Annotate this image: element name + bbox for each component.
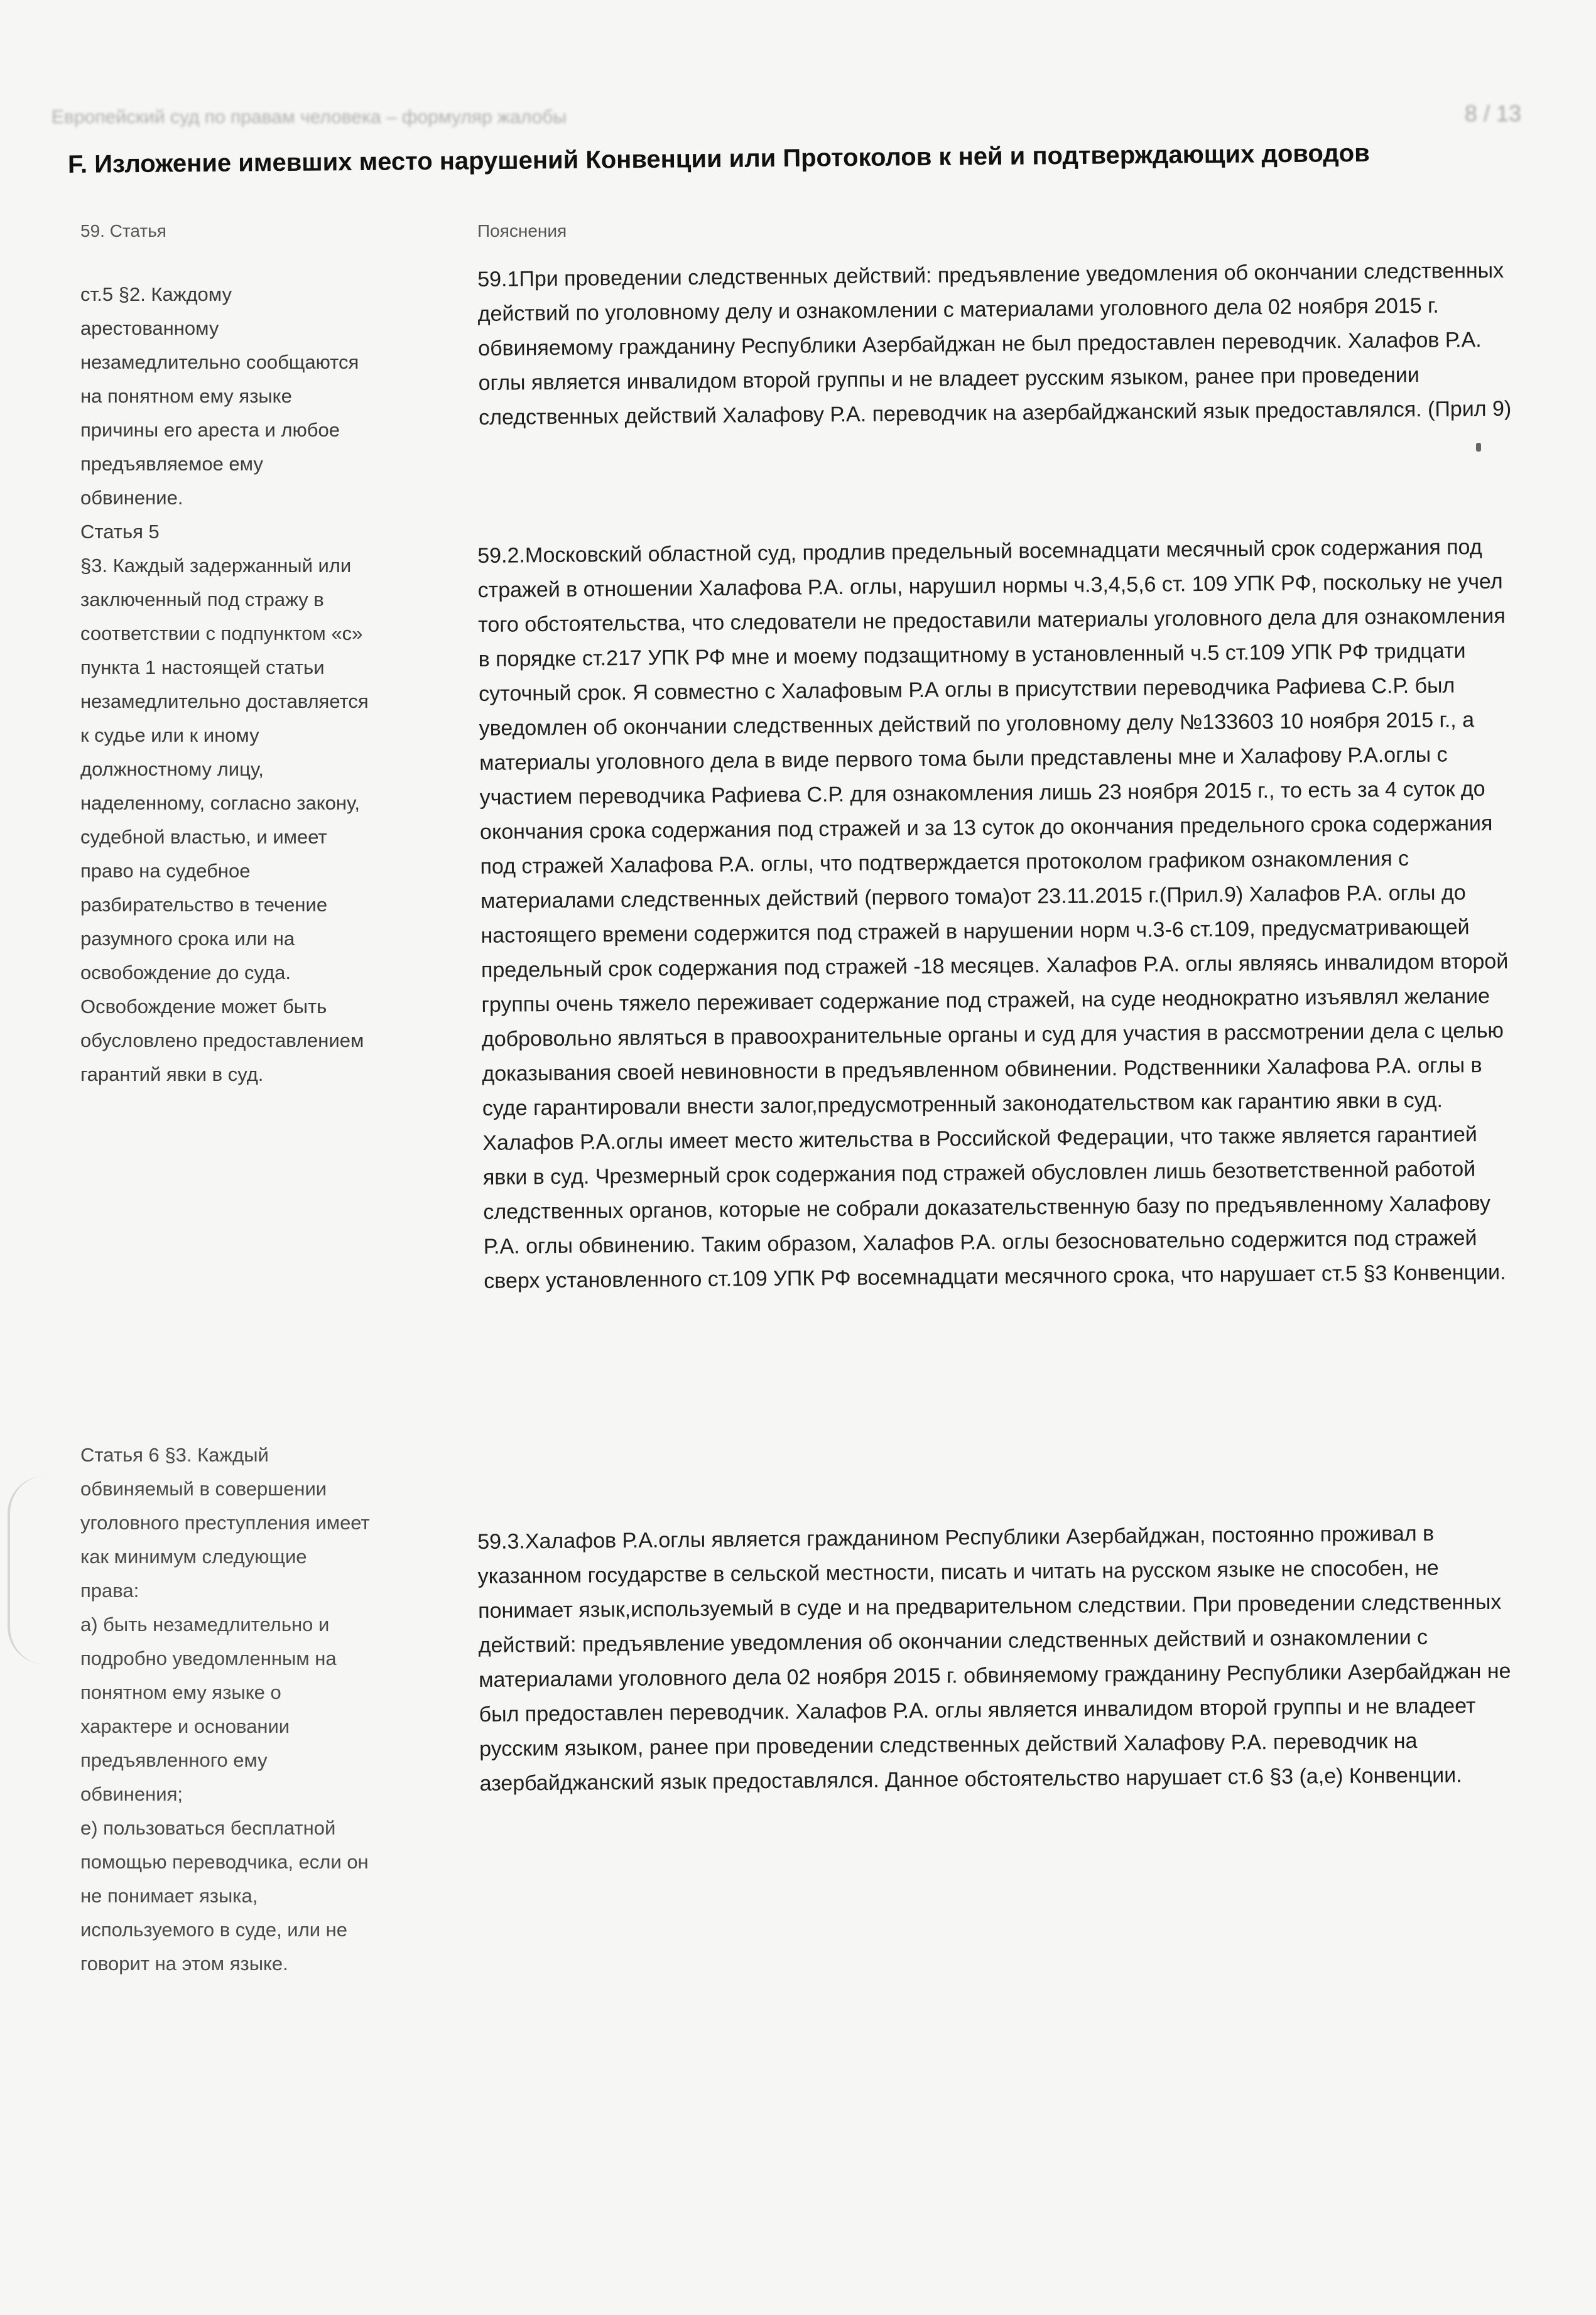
explanation-paragraph: 59.1При проведении следственных действий: предъявление уведомления об окончании следственных действий по уголовному делу и ознакомлении с материалами уголовного дела 02 ноября 2015 г. обвиняемому гражданину Республики Азербайджан не был предоставлен переводчик. Халафов Р.А. оглы является инвалидом второй группы и не владеет русским языком, ранее при проведении следственных действий Халафову Р.А. переводчик на азербайджанский язык предоставлялся. (Прил 9) <box>477 258 1512 430</box>
explanation-59-3 <box>477 1516 1523 1801</box>
page-header <box>52 100 1546 138</box>
explanation-59-2 <box>477 530 1526 1299</box>
column-heading-article: 59. Статья <box>80 221 166 241</box>
header-caption: Европейский суд по правам человека – формуляр жалобы <box>52 107 567 127</box>
scan-speck <box>1476 443 1481 452</box>
section-title: F. Изложение имевших место нарушений Конвенции или Протоколов к ней и подтверждающих доводов <box>67 139 1370 178</box>
explanation-paragraph: 59.2.Московский областной суд, продлив предельный восемнадцати месячный срок содержания под стражей в отношении Халафова Р.А. оглы, нарушил нормы ч.3,4,5,6 ст. 109 УПК РФ, поскольку не учел того обстоятельства, что следователи не предоставили материалы уголовного дела для ознакомления в порядке ст.217 УПК РФ мне и моему подзащитному в установленный ч.5 ст.109 УПК РФ тридцати суточный срок. Я совместно с Халафовым Р.А оглы в присутствии переводчика Рафиева С.Р. был уведомлен об окончании следственных действий по уголовному делу №133603 10 ноября 2015 г., а материалы уголовного дела в виде первого тома были представлены мне и Халафову Р.А.оглы с участием переводчика Рафиева С.Р. для ознакомления лишь 23 ноября 2015 г., то есть за 4 суток до окончания срока содержания под стражей и за 13 суток до окончания предельного срока содержания под стражей Халафова Р.А. оглы, что подтверждается протоколом графиком ознакомления с материалами следственных действий (первого тома)от 23.11.2015 г.(Прил.9) Халафов Р.А. оглы до настоящего времени содержится под стражей в нарушении норм ч.3-6 ст.109, предусматривающей предельный срок содержания под стражей -18 месяцев. Халафов Р.А. оглы являясь инвалидом второй группы очень тяжело переживает содержание под стражей, на суде неоднократно изъявлял желание добровольно являться в правоохранительные органы и суд для участия в рассмотрении дела с целью доказывания своей невиновности в предъявленном обвинении. Родственники Халафова Р.А. оглы в суде гарантировали внести залог,предусмотренный законодательством как гарантию явки в суд. Халафов Р.А.оглы имеет место жительства в Российской Федерации, что также является гарантией явки в суд. Чрезмерный срок содержания под стражей обусловлен лишь безответственной работой следственных органов, которые не собрали доказательственную базу по предъявленному Халафову Р.А. оглы обвинению. Таким образом, Халафов Р.А. оглы безосновательно содержится под стражей сверх установленного ст.109 УПК РФ восемнадцати месячного срока, что нарушает ст.5 §3 Конвенции. <box>477 535 1509 1293</box>
explanation-paragraph: 59.3.Халафов Р.А.оглы является гражданином Республики Азербайджан, постоянно проживал в указанном государстве в сельской местности, писать и читать на русском языке не способен, не понимает язык,используемый в суде и на предварительном следствии. При проведении следственных действий: предъявление уведомления об окончании следственных действий и ознакомлении с материалами уголовного дела 02 ноября 2015 г. обвиняемому гражданину Республики Азербайджан не был предоставлен переводчик. Халафов Р.А. оглы является инвалидом второй группы и не владеет русским языком, ранее при проведении следственных действий Халафову Р.А. переводчик на азербайджанский язык предоставлялся. Данное обстоятельство нарушает ст.6 §3 (a,e) Конвенции. <box>477 1521 1511 1796</box>
article-5-text: ст.5 §2. Каждому арестованному незамедлительно сообщаются на понятном ему языке причины его ареста и любое предъявляемое ему обвинение. Статья 5 §3. Каждый задержанный или заключенный под стражу в соответствии с подпунктом «с» пункта 1 настоящей статьи незамедлительно доставляется к судье или к иному должностному лицу, наделенному, согласно закону, судебной властью, и имеет право на судебное разбирательство в течение разумного срока или на освобождение до суда. Освобождение может быть обусловлено предоставлением гарантий явки в суд. <box>80 283 369 1085</box>
margin-pencil-mark <box>8 1476 60 1664</box>
column-heading-explanation: Пояснения <box>477 221 567 241</box>
page-number: 8 / 13 <box>1464 100 1521 126</box>
article-6-text: Статья 6 §3. Каждый обвиняемый в совершении уголовного преступления имеет как минимум следующие права: a) быть незамедлительно и подробно уведомленным на понятном ему языке о характере и основании предъявленного ему обвинения; e) пользоваться бесплатной помощью переводчика, если он не понимает языка, используемого в суде, или не говорит на этом языке. <box>80 1444 370 1975</box>
explanation-59-1 <box>477 254 1521 435</box>
